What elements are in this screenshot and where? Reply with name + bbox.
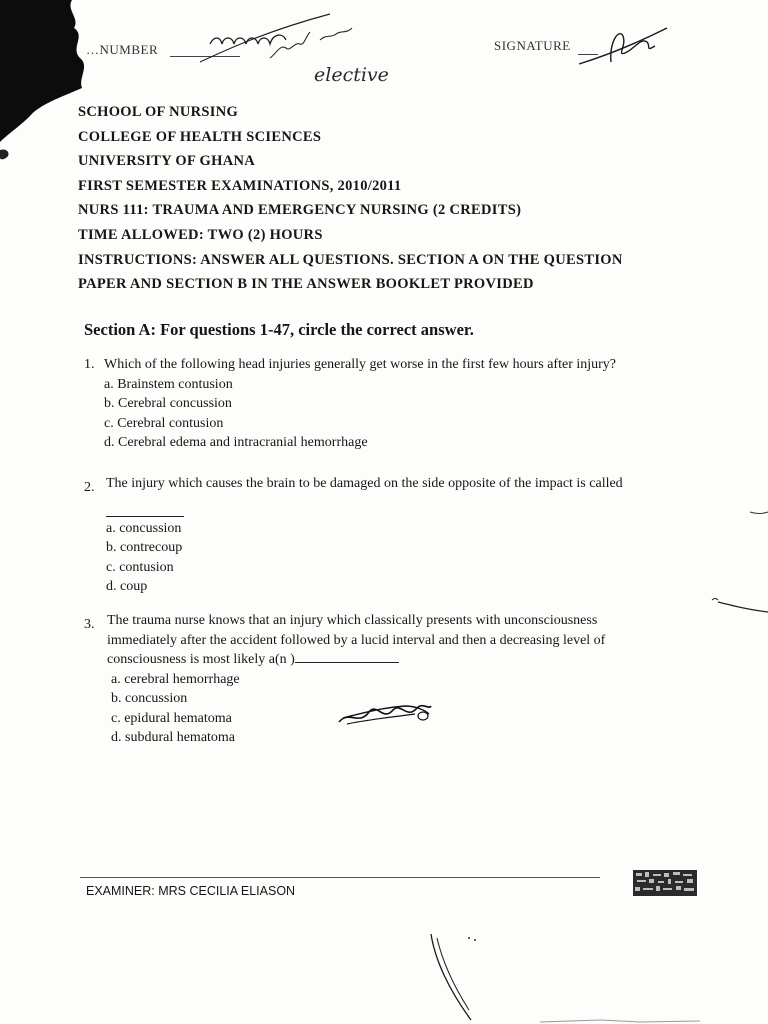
answer-blank bbox=[106, 494, 184, 517]
right-edge-tick bbox=[748, 500, 768, 520]
question-number: 2. bbox=[84, 480, 95, 495]
time-allowed: TIME ALLOWED: TWO (2) HOURS bbox=[78, 226, 323, 243]
question-text: Which of the following head injuries generally get worse in the first few hours after injury? bbox=[104, 357, 617, 372]
signature-scribble bbox=[575, 18, 675, 78]
school-name: SCHOOL OF NURSING bbox=[78, 104, 239, 120]
exam-session: FIRST SEMESTER EXAMINATIONS, 2010/2011 bbox=[78, 177, 402, 194]
question-number: 3. bbox=[84, 617, 95, 632]
options-list bbox=[106, 519, 623, 597]
scan-corner-blot bbox=[0, 0, 90, 200]
bottom-edge-shadow bbox=[0, 992, 768, 1024]
option-a[interactable]: a. concussion bbox=[106, 520, 182, 536]
question-text-line-1: The trauma nurse knows that an injury which classically presents with unconsciousness bbox=[107, 613, 598, 628]
option-d[interactable]: d. coup bbox=[106, 579, 148, 594]
instructions-line-1: INSTRUCTIONS: ANSWER ALL QUESTIONS. SECTION A ON THE QUESTION bbox=[78, 251, 623, 268]
question-text: The injury which causes the brain to be damaged on the side opposite of the impact is called bbox=[106, 476, 623, 491]
right-edge-mark bbox=[710, 596, 768, 626]
examiner-name: EXAMINER: MRS CECILIA ELIASON bbox=[86, 884, 296, 898]
option-b[interactable]: b. contrecoup bbox=[106, 540, 183, 555]
option-a[interactable]: a. Brainstem contusion bbox=[104, 376, 233, 392]
option-c[interactable]: c. Cerebral contusion bbox=[104, 415, 224, 431]
exam-header bbox=[78, 100, 623, 297]
options-list bbox=[104, 375, 616, 453]
option-c[interactable]: c. contusion bbox=[106, 559, 174, 575]
question-text-line-2: immediately after the accident followed by a lucid interval and then a decreasing level of bbox=[107, 632, 606, 648]
question-text-fragment: consciousness is most likely a(n ) bbox=[107, 652, 295, 667]
course-title: NURS 111: TRAUMA AND EMERGENCY NURSING (2 CREDITS) bbox=[78, 202, 522, 219]
section-a-title: Section A: For questions 1-47, circle the correct answer. bbox=[84, 320, 474, 339]
footer-rule bbox=[80, 877, 600, 878]
question-2 bbox=[84, 474, 623, 597]
signature-label: SIGNATURE bbox=[494, 38, 571, 53]
question-number: 1. bbox=[84, 357, 95, 372]
instructions-line-2: PAPER AND SECTION B IN THE ANSWER BOOKLET PROVIDED bbox=[78, 276, 534, 293]
index-number-label: …NUMBER bbox=[86, 42, 159, 57]
handwritten-elective-note: elective bbox=[314, 64, 389, 86]
option-a[interactable]: a. cerebral hemorrhage bbox=[111, 671, 240, 687]
question-text-line-3 bbox=[107, 650, 605, 670]
university-name: UNIVERSITY OF GHANA bbox=[78, 153, 256, 170]
scan-barcode-block bbox=[633, 870, 697, 896]
option-d[interactable]: d. subdural hematoma bbox=[111, 730, 236, 745]
option-b[interactable]: b. concussion bbox=[111, 691, 188, 706]
answer-blank bbox=[295, 650, 399, 663]
question-1 bbox=[84, 355, 616, 453]
option-d[interactable]: d. Cerebral edema and intracranial hemorrhage bbox=[104, 435, 368, 450]
option-c[interactable]: c. epidural hematoma bbox=[111, 710, 232, 726]
option-b[interactable]: b. Cerebral concussion bbox=[104, 396, 232, 411]
college-name: COLLEGE OF HEALTH SCIENCES bbox=[78, 128, 322, 145]
answer-scribble bbox=[335, 696, 435, 732]
